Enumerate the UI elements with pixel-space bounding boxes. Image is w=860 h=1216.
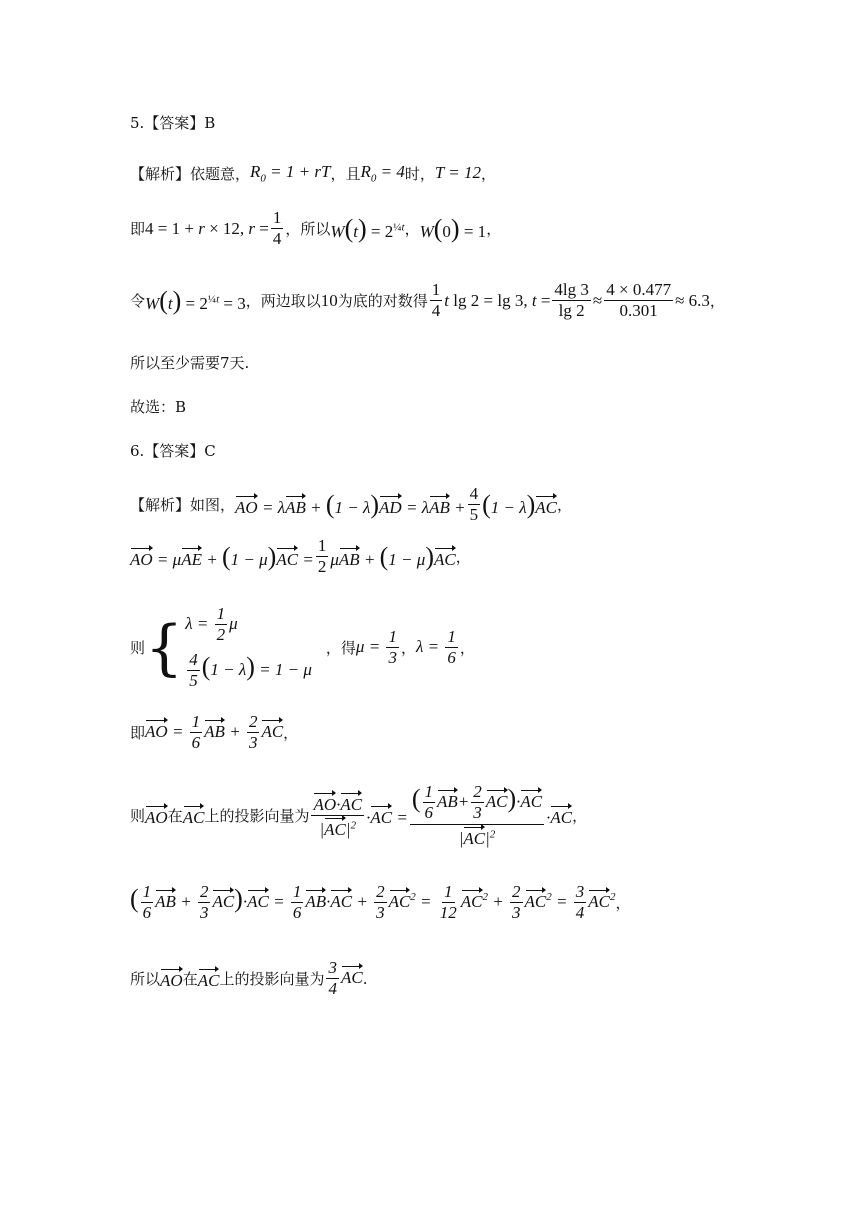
vector-ao: AO: [145, 804, 168, 828]
fraction-1-4b: $\frac{1}{4}$: [431, 280, 441, 321]
q6-analysis-line-1: [130, 484, 572, 526]
text: 时，: [404, 164, 435, 183]
text: 则: [130, 807, 146, 826]
q5-analysis-line-2: [130, 208, 501, 250]
text: ，: [709, 292, 725, 311]
text: ，: [455, 548, 471, 567]
q5-conclusion: [130, 352, 249, 373]
formula-wt: $W(t) = 2^{\frac{1}{4}t}$: [330, 213, 405, 243]
q6-analysis-line-6: [130, 882, 630, 924]
formula-ao: AO = λAB + (1 − λ)AD = λAB +: [235, 489, 466, 519]
brace: {: [145, 612, 184, 683]
fraction-lg: $\frac{4\lg 3}{\lg 2}$: [554, 280, 589, 321]
formula-t12: T = 12: [434, 163, 481, 183]
text: .: [362, 969, 368, 988]
text: ，: [557, 496, 573, 515]
formula-expand: ( $\frac{1}{6}$ AB + $\frac{2}{3}$ AC)·AC = $\frac{1}{6}$ AB·AC + $\frac{2}{3}$ $AC^2$ = $\frac{1}{12}$ $AC^2$ + $\frac{2}{3}$ $AC^2$ = $\frac{3}{4}$ $AC^2$: [130, 882, 616, 923]
q6-analysis-line-7: [130, 958, 367, 1000]
formula-w0: W(0) = 1: [419, 213, 487, 243]
number-10: 10: [320, 290, 338, 310]
q6-analysis-line-5: [130, 782, 587, 849]
lambda-value: λ = $\frac{1}{6}$: [415, 626, 456, 668]
projection-result: $\frac{3}{4}$ AC: [328, 958, 363, 999]
q6-analysis-line-2: [130, 536, 471, 578]
formula-r0-4: $R_0 = 4$: [360, 162, 405, 185]
q5-analysis-line-1: [130, 162, 496, 184]
text: 所以: [130, 970, 161, 989]
text: ，: [404, 220, 420, 239]
text: ，所以: [285, 220, 331, 239]
formula-ao-result: AO = $\frac{1}{6}$ AB + $\frac{2}{3}$ AC: [145, 712, 284, 753]
fraction-1-4: $\frac{1}{4}$: [272, 208, 282, 249]
q6-system-line: [130, 604, 475, 692]
fraction-4-5: $\frac{4}{5}$: [469, 484, 479, 525]
projection-dot-2: ·AC: [546, 804, 572, 828]
text: 所以至少需要7天.: [130, 354, 250, 372]
fraction-projection: $\frac{AO\cdot AC}{|AC|^2}$: [311, 791, 364, 841]
eq-1: λ = $\frac{1}{2}$ μ: [185, 604, 238, 645]
fraction-projection-2: ( $\frac{1}{6}$ AB+ $\frac{2}{3}$ AC)·AC $|AC|^2$: [411, 782, 543, 848]
q6-analysis-line-4: [130, 712, 298, 754]
text: 即: [130, 220, 146, 239]
formula-ao-mu: AO = μAE + (1 − μ)AC =: [130, 541, 314, 571]
text: ，两边取以: [245, 292, 321, 311]
formula-r0: $R_0 = 1$ + rT: [250, 162, 331, 185]
text: 上的投影向量为: [219, 970, 325, 989]
approx-result: ≈ 6.3: [675, 290, 710, 310]
text: ，: [459, 639, 475, 658]
text: ，: [481, 164, 497, 183]
analysis-label: 【解析】: [130, 496, 191, 515]
q5-analysis-line-3: [130, 280, 725, 322]
text: 如图，: [190, 496, 236, 515]
text: 依题意，: [190, 164, 251, 183]
q5-answer-line: [130, 112, 215, 133]
equation-system: [185, 604, 312, 692]
q6-answer-line: [130, 440, 216, 461]
text: 故选：B: [130, 398, 187, 416]
q5-choose: [130, 396, 186, 417]
text: ，: [572, 807, 588, 826]
text: 为底的对数得: [337, 292, 428, 311]
formula-4eq: 4 = 1 + r × 12, r =: [145, 218, 269, 238]
text: ，: [615, 894, 631, 913]
vector-ao-2: AO: [160, 967, 183, 991]
approx: ≈: [592, 290, 603, 310]
q5-answer-text: 5.【答案】B: [130, 114, 216, 132]
text: 令: [130, 292, 146, 311]
text: 在: [182, 970, 198, 989]
text: ，: [283, 724, 299, 743]
vector-ac-2: AC: [198, 967, 220, 991]
formula-ao-tail: (1 − λ)AC: [482, 489, 558, 519]
text: 上的投影向量为: [204, 807, 310, 826]
mu-value: μ = $\frac{1}{3}$: [355, 626, 397, 668]
text: ，得: [325, 639, 356, 658]
text: ，: [486, 220, 502, 239]
formula-log: t lg 2 = lg 3, t =: [444, 290, 551, 310]
vector-ac: AC: [183, 804, 205, 828]
text: ，: [400, 639, 416, 658]
q6-answer-text: 6.【答案】C: [130, 442, 216, 460]
text: 即: [130, 724, 146, 743]
text: 在: [167, 807, 183, 826]
text: 则: [130, 639, 146, 658]
text: ，且: [330, 164, 361, 183]
formula-ao-mu-tail: μAB + (1 − μ)AC: [330, 541, 456, 571]
projection-dot: ·AC =: [366, 804, 408, 828]
analysis-label: 【解析】: [130, 164, 191, 183]
fraction-1-2: $\frac{1}{2}$: [317, 536, 327, 577]
formula-wt3: $W(t) = 2^{\frac{1}{4}t} = 3$: [145, 285, 246, 315]
eq-2: $\frac{4}{5}$ (1 − λ) = 1 − μ: [189, 649, 312, 691]
fraction-numeric: $\frac{4 \times 0.477}{0.301}$: [606, 280, 672, 321]
